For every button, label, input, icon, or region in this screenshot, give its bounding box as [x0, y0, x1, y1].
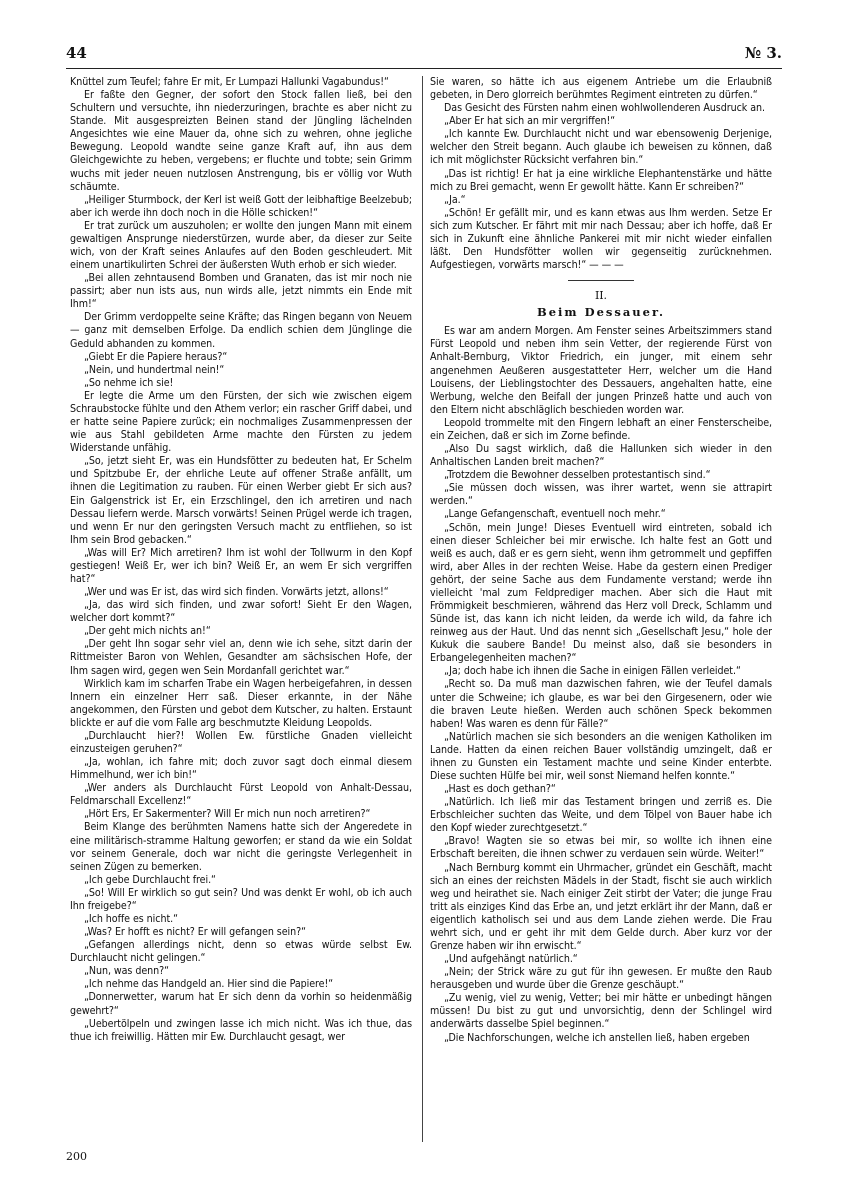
- paragraph: „Was will Er? Mich arretiren? Ihm ist wohl der Tollwurm in den Kopf gestiegen! Weiß Er, wer ich bin? Weiß Er, an wem Er sich vergriffen hat?“: [70, 546, 412, 585]
- paragraph: „Zu wenig, viel zu wenig, Vetter; bei mir hätte er unbedingt hängen müssen! Du bist zu gut und unvorsichtig, denn der Schlingel wird anderwärts dasselbe Spiel beginnen.“: [430, 992, 772, 1031]
- left-column: [70, 76, 412, 1144]
- paragraph: „Nach Bernburg kommt ein Uhrmacher, gründet ein Geschäft, macht sich an eines der reichsten Mädels in der Stadt, fischt sie auch wirklich weg und heirathet sie. Nach einiger Zeit stirbt der Vater; die junge Frau tritt als einziges Kind das Erbe an, und jetzt erklärt ihr der Mann, daß er eigentlich katholisch sei und aus dem Lande ziehen werde. Die Frau wehrt sich, und er geht ihr mit dem Gelde durch. Aber kurz vor der Grenze haben wir ihn erwischt.“: [430, 861, 772, 952]
- section-number: II.: [594, 289, 608, 303]
- page-number: 44: [66, 44, 87, 62]
- issue-number: № 3.: [744, 44, 782, 62]
- paragraph: Er faßte den Gegner, der sofort den Stock fallen ließ, bei den Schultern und versuchte, ihn niederzuringen, brachte es aber nicht zu Stande. Mit ausgespreizten Beinen stand der Jüngling lächelnden Angesichtes wie eine Mauer da, ohne sich zu wehren, ohne jegliche Bewegung. Leopold wandte seine ganze Kraft auf, ihn aus dem Gleichgewichte zu heben, vergebens; er fluchte und tobte; sein Grimm wuchs mit jeder neuen nutzlosen Anstrengung, bis er völlig vor Wuth schäumte.: [70, 89, 412, 193]
- paragraph: „Und aufgehängt natürlich.“: [444, 953, 578, 966]
- paragraph: „Ja; doch habe ich ihnen die Sache in einigen Fällen verleidet.“: [444, 665, 741, 678]
- right-column-part2: [430, 325, 772, 1044]
- page-header: [66, 44, 782, 70]
- paragraph: Beim Klange des berühmten Namens hatte sich der Angeredete in eine militärisch-stramme Haltung geworfen; er stand da wie ein Soldat vor seinem Generale, doch war nicht die geringste Verlegenheit in seinen Zügen zu bemerken.: [70, 821, 412, 873]
- paragraph: Wirklich kam im scharfen Trabe ein Wagen herbeigefahren, in dessen Innern ein einzelner Herr saß. Dieser erkannte, in der Nähe angekommen, den Fürsten und gebot dem Kutscher, zu halten. Erstaunt blickte er auf die vom Falle arg beschmutzte Kleidung Leopolds.: [70, 677, 412, 729]
- paragraph: „Aber Er hat sich an mir vergriffen!“: [444, 115, 616, 128]
- paragraph: „Ja.“: [444, 193, 466, 206]
- paragraph: „Ich gebe Durchlaucht frei.“: [84, 873, 216, 886]
- paragraph: Leopold trommelte mit den Fingern lebhaft an einer Fensterscheibe, ein Zeichen, daß er sich im Zorne befinde.: [430, 416, 772, 442]
- paragraph: „Das ist richtig! Er hat ja eine wirkliche Elephantenstärke und hätte mich zu Brei gemacht, wenn Er gewollt hätte. Kann Er schreiben?“: [430, 167, 772, 193]
- right-column-part1: [430, 76, 772, 272]
- paragraph: „Durchlaucht hier?! Wollen Ew. fürstliche Gnaden vielleicht einzusteigen geruhen?“: [70, 729, 412, 755]
- paragraph: „Die Nachforschungen, welche ich anstellen ließ, haben ergeben: [444, 1031, 750, 1044]
- paragraph: „Donnerwetter, warum hat Er sich denn da vorhin so heidenmäßig gewehrt?“: [70, 991, 412, 1017]
- paragraph: „Hast es doch gethan?“: [444, 783, 556, 796]
- paragraph: „Ich kannte Ew. Durchlaucht nicht und war ebensowenig Derjenige, welcher den Streit begann. Auch glaube ich beweisen zu können, daß ich mit möglichster Rücksicht verfahren bin.“: [430, 128, 772, 167]
- paragraph: Es war am andern Morgen. Am Fenster seines Arbeitszimmers stand Fürst Leopold und neben ihm sein Vetter, der regierende Fürst von Anhalt-Bernburg, Viktor Friedrich, ein junger, mit einem sehr angenehmen Aeußeren ausgestatteter Herr, welcher um die Hand Louisens, der Lieblingstochter des Dessauers, angehalten hatte, eine Werbung, welche den Beifall der jungen Prinzeß hatte und auch von den Eltern nicht abschläglich beschieden worden war.: [430, 325, 772, 416]
- paragraph: „Nein, und hundertmal nein!“: [84, 363, 225, 376]
- paragraph: „So, jetzt sieht Er, was ein Hundsfötter zu bedeuten hat, Er Schelm und Spitzbube Er, der ehrliche Leute auf offener Straße anfällt, um ihnen die Legitimation zu rauben. Für einen Werber giebt Er sich aus? Ein Galgenstrick ist Er, ein Erzschlingel, den ich arretiren und nach Dessau liefern werde. Marsch vorwärts! Seinen Prügel werde ich tragen, und wenn Er nur den geringsten Versuch macht zu entfliehen, so ist Ihm sein Brod gebacken.“: [70, 455, 412, 546]
- paragraph: „Heiliger Sturmbock, der Kerl ist weiß Gott der leibhaftige Beelzebub; aber ich werde ihn doch noch in die Hölle schicken!“: [70, 193, 412, 219]
- paragraph: „Schön, mein Junge! Dieses Eventuell wird eintreten, sobald ich einen dieser Schleicher bei mir erwische. Ich halte fest an Gott und weiß es auch, daß er es gern sieht, wenn ihm getrommelt und gepfiffen wird, aber Alles in der rechten Weise. Habe da gestern einen Prediger gehört, der seine Sache aus dem Fundamente verstand; werde ihn vielleicht 'mal zum Feldprediger machen. Aber sich die Haut mit Frömmigkeit beschmieren, während das Herz voll Dreck, Schlamm und Sünde ist, das kann ich nicht leiden, da werde ich wild, da fahre ich reinweg aus der Haut. Und das nennt sich „Gesellschaft Jesu,“ hole der Kukuk die saubere Bande! Du meinst also, daß sie besonders in Erbangelegenheiten machen?“: [430, 521, 772, 665]
- paragraph: Knüttel zum Teufel; fahre Er mit, Er Lumpazi Hallunki Vagabundus!“: [70, 76, 389, 88]
- paragraph: „So nehme ich sie!: [84, 376, 174, 389]
- paragraph: Er legte die Arme um den Fürsten, der sich wie zwischen eigem Schraubstocke fühlte und den Athem verlor; ein rascher Griff dabei, und er hatte seine Papiere zurück; ein nochmaliges Zusammenpressen der wie aus Stahl gebildeten Arme machte den Fürsten zu jedem Widerstande unfähig.: [70, 389, 412, 455]
- paragraph: „Trotzdem die Bewohner desselben protestantisch sind.“: [444, 469, 711, 482]
- paragraph: „Sie müssen doch wissen, was ihrer wartet, wenn sie attrapirt werden.“: [430, 482, 772, 508]
- paragraph: „Uebertölpeln und zwingen lasse ich mich nicht. Was ich thue, das thue ich freiwillig. Hätten mir Ew. Durchlaucht gesagt, wer: [70, 1017, 412, 1043]
- footer-number: 200: [66, 1150, 87, 1163]
- header-rule: [66, 68, 782, 69]
- paragraph: „So! Will Er wirklich so gut sein? Und was denkt Er wohl, ob ich auch Ihn freigebe?“: [70, 886, 412, 912]
- paragraph: „Ich nehme das Handgeld an. Hier sind die Papiere!“: [84, 978, 334, 991]
- paragraph: Das Gesicht des Fürsten nahm einen wohlwollenderen Ausdruck an.: [444, 102, 765, 115]
- paragraph: „Wer anders als Durchlaucht Fürst Leopold von Anhalt-Dessau, Feldmarschall Excellenz!“: [70, 782, 412, 808]
- paragraph: „Lange Gefangenschaft, eventuell noch mehr.“: [444, 508, 666, 521]
- paragraph: Der Grimm verdoppelte seine Kräfte; das Ringen begann von Neuem — ganz mit demselben Erfolge. Da endlich schien dem Jünglinge die Geduld abhanden zu kommen.: [70, 311, 412, 350]
- paragraph: „Natürlich machen sie sich besonders an die wenigen Katholiken im Lande. Hatten da einen reichen Bauer vollständig umzingelt, daß er ihnen zu Gunsten ein Testament machte und seine Kinder enterbte. Diese suchten Hülfe bei mir, weil sonst Niemand helfen konnte.“: [430, 730, 772, 782]
- paragraph: „Ja, wohlan, ich fahre mit; doch zuvor sagt doch einmal diesem Himmelhund, wer ich bin!“: [70, 756, 412, 782]
- paragraph: Sie waren, so hätte ich aus eigenem Antriebe um die Erlaubniß gebeten, in Dero glorreich berühmtes Regiment eintreten zu dürfen.“: [430, 76, 772, 102]
- paragraph: „Was? Er hofft es nicht? Er will gefangen sein?“: [84, 926, 307, 939]
- paragraph: „Wer und was Er ist, das wird sich finden. Vorwärts jetzt, allons!“: [84, 586, 389, 599]
- paragraph: „Nein; der Strick wäre zu gut für ihn gewesen. Er mußte den Raub herausgeben und wurde über die Grenze geschäupt.“: [430, 966, 772, 992]
- paragraph: „Bei allen zehntausend Bomben und Granaten, das ist mir noch nie passirt; aber nun ists aus, nun wirds alle, jetzt nimmts ein Ende mit Ihm!“: [70, 272, 412, 311]
- paragraph: „Also Du sagst wirklich, daß die Hallunken sich wieder in den Anhaltischen Landen breit machen?“: [430, 443, 772, 469]
- right-column: [430, 76, 772, 1144]
- paragraph: „Schön! Er gefällt mir, und es kann etwas aus Ihm werden. Setze Er sich zum Kutscher. Er fährt mit mir nach Dessau; aber ich hoffe, daß Er sich in Zukunft eine ähnliche Pankerei mit mir nicht wieder einfallen läßt. Den Hundsfötter wollen wir gegenseitig zurücknehmen. Aufgestiegen, vorwärts marsch!“ — — —: [430, 206, 772, 272]
- paragraph: „Der geht mich nichts an!“: [84, 625, 211, 638]
- paragraph: „Recht so. Da muß man dazwischen fahren, wie der Teufel damals unter die Schweine; ich glaube, es war bei den Girgesenern, oder wie die braven Leute hießen. Werden auch schönen Speck bekommen haben! Was waren es denn für Fälle?“: [430, 678, 772, 730]
- column-divider: [422, 76, 423, 1142]
- paragraph: „Bravo! Wagten sie so etwas bei mir, so wollte ich ihnen eine Erbschaft bereiten, die ihnen schwer zu verdauen sein würde. Weiter!“: [430, 835, 772, 861]
- section-divider: [568, 280, 634, 281]
- paragraph: „Natürlich. Ich ließ mir das Testament bringen und zerriß es. Die Erbschleicher suchten das Weite, und dem Tölpel von Bauer habe ich den Kopf wieder zurechtgesetzt.“: [430, 796, 772, 835]
- paragraph: „Giebt Er die Papiere heraus?“: [84, 350, 228, 363]
- paragraph: „Der geht Ihn sogar sehr viel an, denn wie ich sehe, sitzt darin der Rittmeister Baron von Wehlen, Gesandter am sächsischen Hofe, der Ihm sagen wird, gegen wen Sein Mordanfall gerichtet war.“: [70, 638, 412, 677]
- paragraph: „Ich hoffe es nicht.“: [84, 913, 178, 925]
- section-title: Beim Dessauer.: [537, 305, 665, 320]
- paragraph: „Nun, was denn?“: [84, 965, 170, 978]
- paragraph: „Gefangen allerdings nicht, denn so etwas würde selbst Ew. Durchlaucht nicht gelingen.“: [70, 939, 412, 965]
- paragraph: „Ja, das wird sich finden, und zwar sofort! Sieht Er den Wagen, welcher dort kommt?“: [70, 599, 412, 625]
- paragraph: „Hört Ers, Er Sakermenter? Will Er mich nun noch arretiren?“: [84, 808, 371, 821]
- paragraph: Er trat zurück um auszuholen; er wollte den jungen Mann mit einem gewaltigen Ansprunge niederstürzen, wurde aber, da dieser zur Seite wich, von der Kraft seines Anlaufes auf den Boden geschleudert. Mit einem unartikulirten Schrei der äußersten Wuth erhob er sich wieder.: [70, 219, 412, 272]
